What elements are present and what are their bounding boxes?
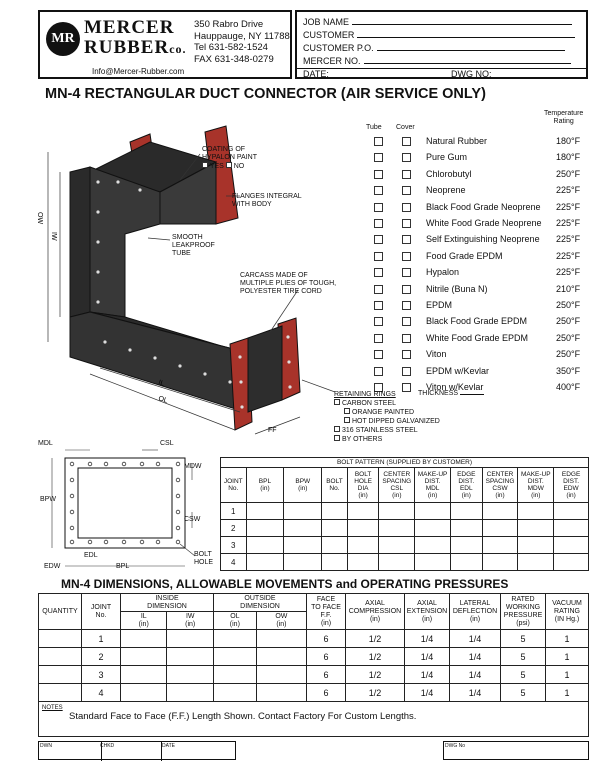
retaining-rings: RETAINING RINGS CARBON STEEL ORANGE PAINTED HOT DIPPED GALVANIZED 316 STAINLESS STEEL BY OTHERS xyxy=(334,391,440,443)
bolt-pattern-col-header: BOLT HOLE DIA (in) xyxy=(347,468,379,503)
cover-column-header: Cover xyxy=(396,124,415,131)
face-to-face-value: 6 xyxy=(307,630,346,648)
dimension-row xyxy=(39,666,589,684)
orange-painted-checkbox[interactable] xyxy=(344,408,350,414)
bolt-pattern-cell[interactable] xyxy=(284,537,322,554)
bolt-pattern-cell[interactable] xyxy=(450,537,482,554)
carcass-note: CARCASS MADE OF MULTIPLE PLIES OF TOUGH, POLYESTER TIRE CORD xyxy=(240,272,337,295)
rated-pressure-value: 5 xyxy=(501,684,546,702)
page-title: MN-4 RECTANGULAR DUCT CONNECTOR (AIR SERVICE ONLY) xyxy=(45,86,486,102)
customer-field[interactable]: CUSTOMER xyxy=(303,29,583,40)
cover-checkbox[interactable] xyxy=(402,235,411,244)
rated-pressure-value: 5 xyxy=(501,630,546,648)
material-name: Nitrile (Buna N) xyxy=(426,283,488,294)
material-row xyxy=(372,265,584,281)
quantity-cell[interactable] xyxy=(39,684,82,702)
bolt-pattern-col-header: BPL (in) xyxy=(246,468,284,503)
bolt-pattern-col-header: BPW (in) xyxy=(284,468,322,503)
material-temp: 225°F xyxy=(556,250,581,261)
job-info-box xyxy=(295,10,588,79)
joint-number: 2 xyxy=(82,648,121,666)
bolt-hole-label: BOLT HOLE xyxy=(194,551,214,566)
face-to-face-header: FACE TO FACE F.F. (in) xyxy=(307,594,346,630)
axial-compression-value: 1/2 xyxy=(346,666,405,684)
bolt-pattern-cell[interactable] xyxy=(482,554,518,571)
axial-extension-value: 1/4 xyxy=(405,666,450,684)
ol-cell[interactable] xyxy=(213,666,256,684)
material-row xyxy=(372,314,584,330)
bolt-pattern-cell[interactable] xyxy=(347,520,379,537)
vacuum-rating-value: 1 xyxy=(546,666,589,684)
dwg-no-field[interactable]: DWG NO: xyxy=(451,69,492,79)
lateral-deflection-value: 1/4 xyxy=(450,684,501,702)
cover-checkbox[interactable] xyxy=(402,203,411,212)
bolt-pattern-cell[interactable] xyxy=(246,554,284,571)
bolt-pattern-col-header: EDGE DIST. EDW (in) xyxy=(554,468,589,503)
face-to-face-value: 6 xyxy=(307,666,346,684)
joint-number: 4 xyxy=(221,554,247,571)
joint-number: 2 xyxy=(221,520,247,537)
customer-po-field[interactable]: CUSTOMER P.O. xyxy=(303,42,583,53)
tube-checkbox[interactable] xyxy=(374,367,383,376)
bolt-pattern-cell[interactable] xyxy=(322,520,348,537)
footer-signoff xyxy=(38,741,236,760)
bolt-pattern-col-header: JOINT No. xyxy=(221,468,247,503)
il-label: IL xyxy=(157,379,166,388)
rated-pressure-header: RATED WORKING PRESSURE (psi) xyxy=(501,594,546,630)
quantity-cell[interactable] xyxy=(39,666,82,684)
notes-cell xyxy=(39,702,589,737)
cover-checkbox[interactable] xyxy=(402,367,411,376)
joint-number: 1 xyxy=(82,630,121,648)
bolt-pattern-cell[interactable] xyxy=(554,503,589,520)
material-temp: 250°F xyxy=(556,349,581,360)
lateral-deflection-value: 1/4 xyxy=(450,630,501,648)
by-others-checkbox[interactable] xyxy=(334,435,340,441)
material-temp: 225°F xyxy=(556,185,581,196)
bolt-pattern-col-header: MAKE-UP DIST. MDL (in) xyxy=(415,468,451,503)
joint-number: 3 xyxy=(221,537,247,554)
quantity-header: QUANTITY xyxy=(39,594,82,630)
tube-checkbox[interactable] xyxy=(374,252,383,261)
notes-text: Standard Face to Face (F.F.) Length Shown. Contact Factory For Custom Lengths. xyxy=(69,711,417,722)
material-name: Viton w/Kevlar xyxy=(426,382,484,392)
dimension-row xyxy=(39,630,589,648)
tube-checkbox[interactable] xyxy=(374,186,383,195)
material-row xyxy=(372,249,584,265)
axial-compression-value: 1/2 xyxy=(346,630,405,648)
material-temp: 225°F xyxy=(556,267,581,278)
joint-header: JOINT No. xyxy=(82,594,121,630)
bolt-pattern-cell[interactable] xyxy=(284,520,322,537)
ol-cell[interactable] xyxy=(213,648,256,666)
bolt-pattern-cell[interactable] xyxy=(379,503,415,520)
ol-label: OL xyxy=(157,395,169,405)
mdw-label: MDW xyxy=(184,463,202,470)
bolt-pattern-cell[interactable] xyxy=(379,520,415,537)
material-row xyxy=(372,167,584,183)
carbon-steel-checkbox[interactable] xyxy=(334,399,340,405)
iw-cell[interactable] xyxy=(167,630,214,648)
bolt-pattern-cell[interactable] xyxy=(415,554,451,571)
bolt-pattern-cell[interactable] xyxy=(284,503,322,520)
lateral-deflection-value: 1/4 xyxy=(450,648,501,666)
bolt-pattern-col-header: EDGE DIST. EDL (in) xyxy=(450,468,482,503)
tube-checkbox[interactable] xyxy=(374,137,383,146)
bolt-pattern-cell[interactable] xyxy=(482,503,518,520)
company-logo xyxy=(46,22,80,56)
material-temp: 180°F xyxy=(556,136,581,146)
cover-checkbox[interactable] xyxy=(402,334,411,343)
material-row xyxy=(372,298,584,314)
material-temp: 180°F xyxy=(556,152,581,163)
bolt-pattern-row xyxy=(221,537,589,554)
cover-checkbox[interactable] xyxy=(402,219,411,228)
cover-checkbox[interactable] xyxy=(402,350,411,359)
il-header: IL (in) xyxy=(121,612,167,630)
bottom-end-face xyxy=(248,326,282,412)
il-cell[interactable] xyxy=(121,630,167,648)
bolt-pattern-cell[interactable] xyxy=(482,537,518,554)
ow-cell[interactable] xyxy=(256,684,306,702)
cover-checkbox[interactable] xyxy=(402,186,411,195)
bolt-pattern-cell[interactable] xyxy=(379,554,415,571)
bolt-pattern-cell[interactable] xyxy=(554,554,589,571)
mercer-no-field[interactable]: MERCER NO. xyxy=(303,55,583,66)
material-name: EPDM w/Kevlar xyxy=(426,365,490,376)
tube-checkbox[interactable] xyxy=(374,317,383,326)
bolt-pattern-cell[interactable] xyxy=(482,520,518,537)
dimension-row xyxy=(39,648,589,666)
bolt-pattern-row xyxy=(221,503,589,520)
ow-cell[interactable] xyxy=(256,666,306,684)
joint-number: 4 xyxy=(82,684,121,702)
csl-label: CSL xyxy=(160,440,174,447)
iw-header: IW (in) xyxy=(167,612,214,630)
bolt-pattern-row xyxy=(221,520,589,537)
bolt-pattern-cell[interactable] xyxy=(322,503,348,520)
material-name: Food Grade EPDM xyxy=(426,250,503,261)
chkd-field[interactable]: CHKD xyxy=(99,742,162,761)
dimension-row xyxy=(39,684,589,702)
axial-extension-value: 1/4 xyxy=(405,684,450,702)
material-row xyxy=(372,134,584,150)
cover-checkbox[interactable] xyxy=(402,170,411,179)
material-row xyxy=(372,347,584,363)
dwg-no-footer-field[interactable]: DWG No xyxy=(443,741,589,760)
axial-extension-value: 1/4 xyxy=(405,648,450,666)
hypalon-yes-checkbox[interactable] xyxy=(202,162,208,168)
bolt-pattern-cell[interactable] xyxy=(554,520,589,537)
material-name: Black Food Grade Neoprene xyxy=(426,201,541,212)
edw-label: EDW xyxy=(44,563,61,570)
job-name-field[interactable]: JOB NAME xyxy=(303,16,583,27)
material-name: White Food Grade Neoprene xyxy=(426,218,542,228)
joint-number: 3 xyxy=(82,666,121,684)
outside-dimension-header: OUTSIDE DIMENSION xyxy=(213,594,306,612)
iw-label: IW xyxy=(50,232,57,241)
left-vertical-face xyxy=(70,167,90,317)
tube-checkbox[interactable] xyxy=(374,170,383,179)
iw-cell[interactable] xyxy=(167,648,214,666)
il-cell[interactable] xyxy=(121,666,167,684)
material-temp: 350°F xyxy=(556,365,581,376)
axial-extension-value: 1/4 xyxy=(405,630,450,648)
bolt-pattern-cell[interactable] xyxy=(415,537,451,554)
flange-bolt-diagram xyxy=(30,436,220,576)
flanges-note: FLANGES INTEGRAL WITH BODY xyxy=(232,193,302,208)
bolt-pattern-cell[interactable] xyxy=(518,520,554,537)
bolt-pattern-cell[interactable] xyxy=(450,503,482,520)
material-temp: 225°F xyxy=(556,201,581,212)
cover-checkbox[interactable] xyxy=(402,317,411,326)
bolt-pattern-cell[interactable] xyxy=(347,554,379,571)
material-temp: 400°F xyxy=(556,382,581,392)
bolt-pattern-col-header: BOLT No. xyxy=(322,468,348,503)
bolt-pattern-cell[interactable] xyxy=(415,520,451,537)
material-name: White Food Grade EPDM xyxy=(426,332,529,343)
tube-checkbox[interactable] xyxy=(374,235,383,244)
main-front-face xyxy=(90,167,160,317)
bolt-pattern-cell[interactable] xyxy=(347,537,379,554)
tube-checkbox[interactable] xyxy=(374,334,383,343)
tube-checkbox[interactable] xyxy=(374,285,383,294)
cover-checkbox[interactable] xyxy=(402,137,411,146)
coating-note: COATING OF HYPALON PAINT YES NO xyxy=(202,146,257,170)
vacuum-rating-header: VACUUM RATING (IN Hg.) xyxy=(546,594,589,630)
bolt-pattern-cell[interactable] xyxy=(518,503,554,520)
bolt-pattern-cell[interactable] xyxy=(246,503,284,520)
bolt-pattern-col-header: MAKE-UP DIST. MDW (in) xyxy=(518,468,554,503)
bpw-label: BPW xyxy=(40,496,56,503)
temp-column-header: Temperature Rating xyxy=(544,110,584,125)
material-name: Chlorobutyl xyxy=(426,168,472,179)
tube-checkbox[interactable] xyxy=(374,301,383,310)
material-temp: 225°F xyxy=(556,234,581,245)
bolt-pattern-cell[interactable] xyxy=(554,537,589,554)
axial-compression-value: 1/2 xyxy=(346,648,405,666)
material-temp: 250°F xyxy=(556,316,581,327)
bolt-pattern-cell[interactable] xyxy=(518,554,554,571)
csw-label: CSW xyxy=(184,516,201,523)
cover-checkbox[interactable] xyxy=(402,252,411,261)
bolt-pattern-cell[interactable] xyxy=(415,503,451,520)
ol-header: OL (in) xyxy=(213,612,256,630)
inside-dimension-header: INSIDE DIMENSION xyxy=(121,594,214,612)
material-temp: 225°F xyxy=(556,218,581,228)
quantity-cell[interactable] xyxy=(39,648,82,666)
company-name: MERCER RUBBERco. xyxy=(84,17,187,58)
bolt-pattern-cell[interactable] xyxy=(322,554,348,571)
iw-cell[interactable] xyxy=(167,684,214,702)
material-temp: 250°F xyxy=(556,168,581,179)
il-cell[interactable] xyxy=(121,684,167,702)
bolt-pattern-cell[interactable] xyxy=(347,503,379,520)
thickness-field[interactable]: THICKNESS xyxy=(418,390,484,397)
material-name: Neoprene xyxy=(426,185,466,196)
hot-dipped-checkbox[interactable] xyxy=(344,417,350,423)
material-name: Black Food Grade EPDM xyxy=(426,316,528,327)
bolt-pattern-col-header: CENTER SPACING CSW (in) xyxy=(482,468,518,503)
tube-checkbox[interactable] xyxy=(374,219,383,228)
ow-cell[interactable] xyxy=(256,630,306,648)
ff-label: FF xyxy=(268,427,277,434)
bolt-pattern-title: BOLT PATTERN (SUPPLIED BY CUSTOMER) xyxy=(221,458,589,468)
bolt-pattern-cell[interactable] xyxy=(322,537,348,554)
dimensions-title: MN-4 DIMENSIONS, ALLOWABLE MOVEMENTS and OPERATING PRESSURES xyxy=(61,577,509,591)
mdl-label: MDL xyxy=(38,440,53,447)
date-field[interactable]: DATE: xyxy=(303,69,329,79)
axial-compression-header: AXIAL COMPRESSION (in) xyxy=(346,594,405,630)
ow-header: OW (in) xyxy=(256,612,306,630)
bolt-pattern-cell[interactable] xyxy=(246,537,284,554)
bpl-label: BPL xyxy=(116,563,130,570)
material-row xyxy=(372,200,584,216)
material-row xyxy=(372,331,584,347)
ow-cell[interactable] xyxy=(256,648,306,666)
tube-checkbox[interactable] xyxy=(374,153,383,162)
bolt-pattern-header xyxy=(221,468,589,503)
bolt-pattern-row xyxy=(221,554,589,571)
lateral-deflection-header: LATERAL DEFLECTION (in) xyxy=(450,594,501,630)
material-row xyxy=(372,282,584,298)
date-sign-field[interactable]: DATE xyxy=(162,743,175,749)
il-cell[interactable] xyxy=(121,648,167,666)
bolt-pattern-col-header: CENTER SPACING CSL (in) xyxy=(379,468,415,503)
vacuum-rating-value: 1 xyxy=(546,684,589,702)
company-header-box xyxy=(38,10,292,79)
joint-number: 1 xyxy=(221,503,247,520)
bolt-pattern-cell[interactable] xyxy=(450,520,482,537)
dimensions-table xyxy=(38,593,589,737)
material-name: Hypalon xyxy=(426,267,460,278)
company-address: 350 Rabro Drive Hauppauge, NY 11788 Tel 631-582-1524 FAX 631-348-0279 xyxy=(194,19,290,65)
face-to-face-value: 6 xyxy=(307,648,346,666)
face-to-face-value: 6 xyxy=(307,684,346,702)
quantity-cell[interactable] xyxy=(39,630,82,648)
ol-cell[interactable] xyxy=(213,684,256,702)
material-row xyxy=(372,232,584,248)
material-row xyxy=(372,364,584,380)
vacuum-rating-value: 1 xyxy=(546,648,589,666)
notes-label: NOTES xyxy=(42,705,63,711)
tube-checkbox[interactable] xyxy=(374,268,383,277)
lateral-deflection-value: 1/4 xyxy=(450,666,501,684)
material-name: EPDM xyxy=(426,300,453,310)
cover-checkbox[interactable] xyxy=(402,268,411,277)
material-name: Viton xyxy=(426,349,447,360)
retaining-title: RETAINING RINGS xyxy=(334,391,396,398)
material-temp: 250°F xyxy=(556,332,581,343)
iw-cell[interactable] xyxy=(167,666,214,684)
rated-pressure-value: 5 xyxy=(501,648,546,666)
material-temp: 210°F xyxy=(556,283,581,294)
bolt-pattern-cell[interactable] xyxy=(284,554,322,571)
tube-checkbox[interactable] xyxy=(374,203,383,212)
bolt-pattern-table xyxy=(220,457,589,571)
ow-label: OW xyxy=(36,212,43,225)
bolt-pattern-cell[interactable] xyxy=(518,537,554,554)
company-email: Info@Mercer-Rubber.com xyxy=(92,67,185,76)
ol-cell[interactable] xyxy=(213,630,256,648)
material-row xyxy=(372,216,584,232)
vacuum-rating-value: 1 xyxy=(546,630,589,648)
tube-checkbox[interactable] xyxy=(374,350,383,359)
tube-column-header: Tube xyxy=(366,124,382,131)
material-row xyxy=(372,150,584,166)
rated-pressure-value: 5 xyxy=(501,666,546,684)
axial-extension-header: AXIAL EXTENSION (in) xyxy=(405,594,450,630)
cover-checkbox[interactable] xyxy=(402,285,411,294)
smooth-tube-note: SMOOTH LEAKPROOF TUBE xyxy=(172,234,215,257)
stainless-checkbox[interactable] xyxy=(334,426,340,432)
logo-letters: MR xyxy=(51,31,75,46)
bolt-pattern-cell[interactable] xyxy=(379,537,415,554)
edl-label: EDL xyxy=(84,552,98,559)
material-row xyxy=(372,183,584,199)
material-temp: 250°F xyxy=(556,300,581,310)
hypalon-no-checkbox[interactable] xyxy=(226,162,232,168)
cover-checkbox[interactable] xyxy=(402,301,411,310)
material-name: Self Extinguishing Neoprene xyxy=(426,234,540,245)
material-name: Pure Gum xyxy=(426,152,468,163)
bolt-pattern-cell[interactable] xyxy=(246,520,284,537)
axial-compression-value: 1/2 xyxy=(346,684,405,702)
cover-checkbox[interactable] xyxy=(402,153,411,162)
dwn-field[interactable]: DWN xyxy=(39,742,102,761)
material-name: Natural Rubber xyxy=(426,136,488,146)
bolt-pattern-cell[interactable] xyxy=(450,554,482,571)
